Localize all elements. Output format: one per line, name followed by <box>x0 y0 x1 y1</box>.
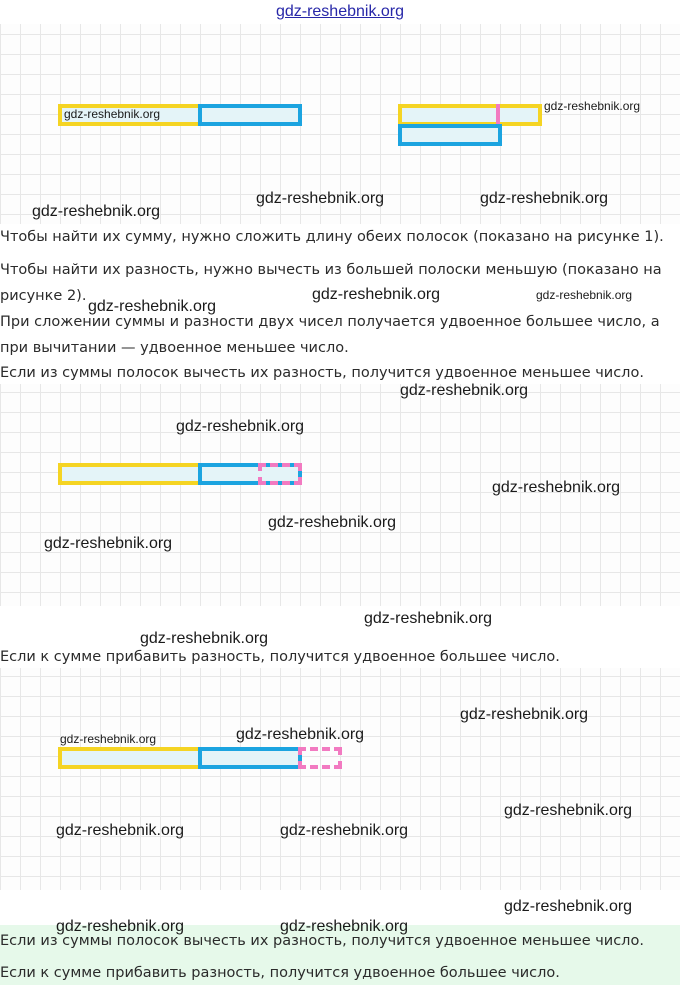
watermark: gdz-reshebnik.org <box>544 99 641 113</box>
answer-line-2: Если к сумме прибавить разность, получится удвоенное большее число. <box>0 965 560 981</box>
paragraph-rule-1: При сложении суммы и разности двух чисел получается удвоенное большее число, а <box>0 314 660 330</box>
watermark: gdz-reshebnik.org <box>236 726 365 743</box>
watermark: gdz-reshebnik.org <box>32 203 161 220</box>
figure4-blue-strip <box>198 747 302 769</box>
watermark: gdz-reshebnik.org <box>56 822 185 839</box>
watermark: gdz-reshebnik.org <box>492 479 621 496</box>
paragraph-sum-plus-diff: Если к сумме прибавить разность, получится удвоенное большее число. <box>0 649 560 665</box>
figure3-removed-difference <box>258 463 302 485</box>
watermark: gdz-reshebnik.org <box>44 535 173 552</box>
figure3-yellow-strip <box>58 463 202 485</box>
watermark: gdz-reshebnik.org <box>64 107 161 121</box>
watermark: gdz-reshebnik.org <box>256 190 385 207</box>
watermark: gdz-reshebnik.org <box>460 706 589 723</box>
figure1-blue-strip <box>198 104 302 126</box>
figure2-difference-mark <box>496 104 500 126</box>
figure4-added-difference <box>298 747 342 769</box>
watermark: gdz-reshebnik.org <box>400 382 529 399</box>
paragraph-sum-method: Чтобы найти их сумму, нужно сложить длину обеих полосок (показано на рисунке 1). <box>0 229 664 245</box>
watermark: gdz-reshebnik.org <box>60 732 157 746</box>
watermark: gdz-reshebnik.org <box>140 630 269 647</box>
watermark: gdz-reshebnik.org <box>176 418 305 435</box>
figure2-yellow-strip <box>398 104 542 126</box>
watermark: gdz-reshebnik.org <box>268 514 397 531</box>
watermark: gdz-reshebnik.org <box>312 286 441 303</box>
watermark: gdz-reshebnik.org <box>504 898 633 915</box>
watermark: gdz-reshebnik.org <box>480 190 609 207</box>
paragraph-rule-2: при вычитании — удвоенное меньшее число. <box>0 340 349 356</box>
figure-grid-bottom <box>0 668 680 890</box>
site-header-link[interactable]: gdz-reshebnik.org <box>275 3 405 20</box>
paragraph-diff-method-1: Чтобы найти их разность, нужно вычесть из большей полоски меньшую (показано на <box>0 262 662 278</box>
watermark: gdz-reshebnik.org <box>364 610 493 627</box>
figure4-yellow-strip <box>58 747 202 769</box>
watermark: gdz-reshebnik.org <box>56 918 185 935</box>
watermark: gdz-reshebnik.org <box>536 288 633 302</box>
paragraph-sum-minus-diff: Если из суммы полосок вычесть их разность, получится удвоенное меньшее число. <box>0 365 644 381</box>
watermark: gdz-reshebnik.org <box>504 802 633 819</box>
answer-line-1: Если из суммы полосок вычесть их разность, получится удвоенное меньшее число. <box>0 933 644 949</box>
watermark: gdz-reshebnik.org <box>280 918 409 935</box>
figure2-blue-strip <box>398 124 502 146</box>
paragraph-diff-method-2: рисунке 2). <box>0 288 87 304</box>
watermark: gdz-reshebnik.org <box>280 822 409 839</box>
watermark: gdz-reshebnik.org <box>88 298 217 315</box>
